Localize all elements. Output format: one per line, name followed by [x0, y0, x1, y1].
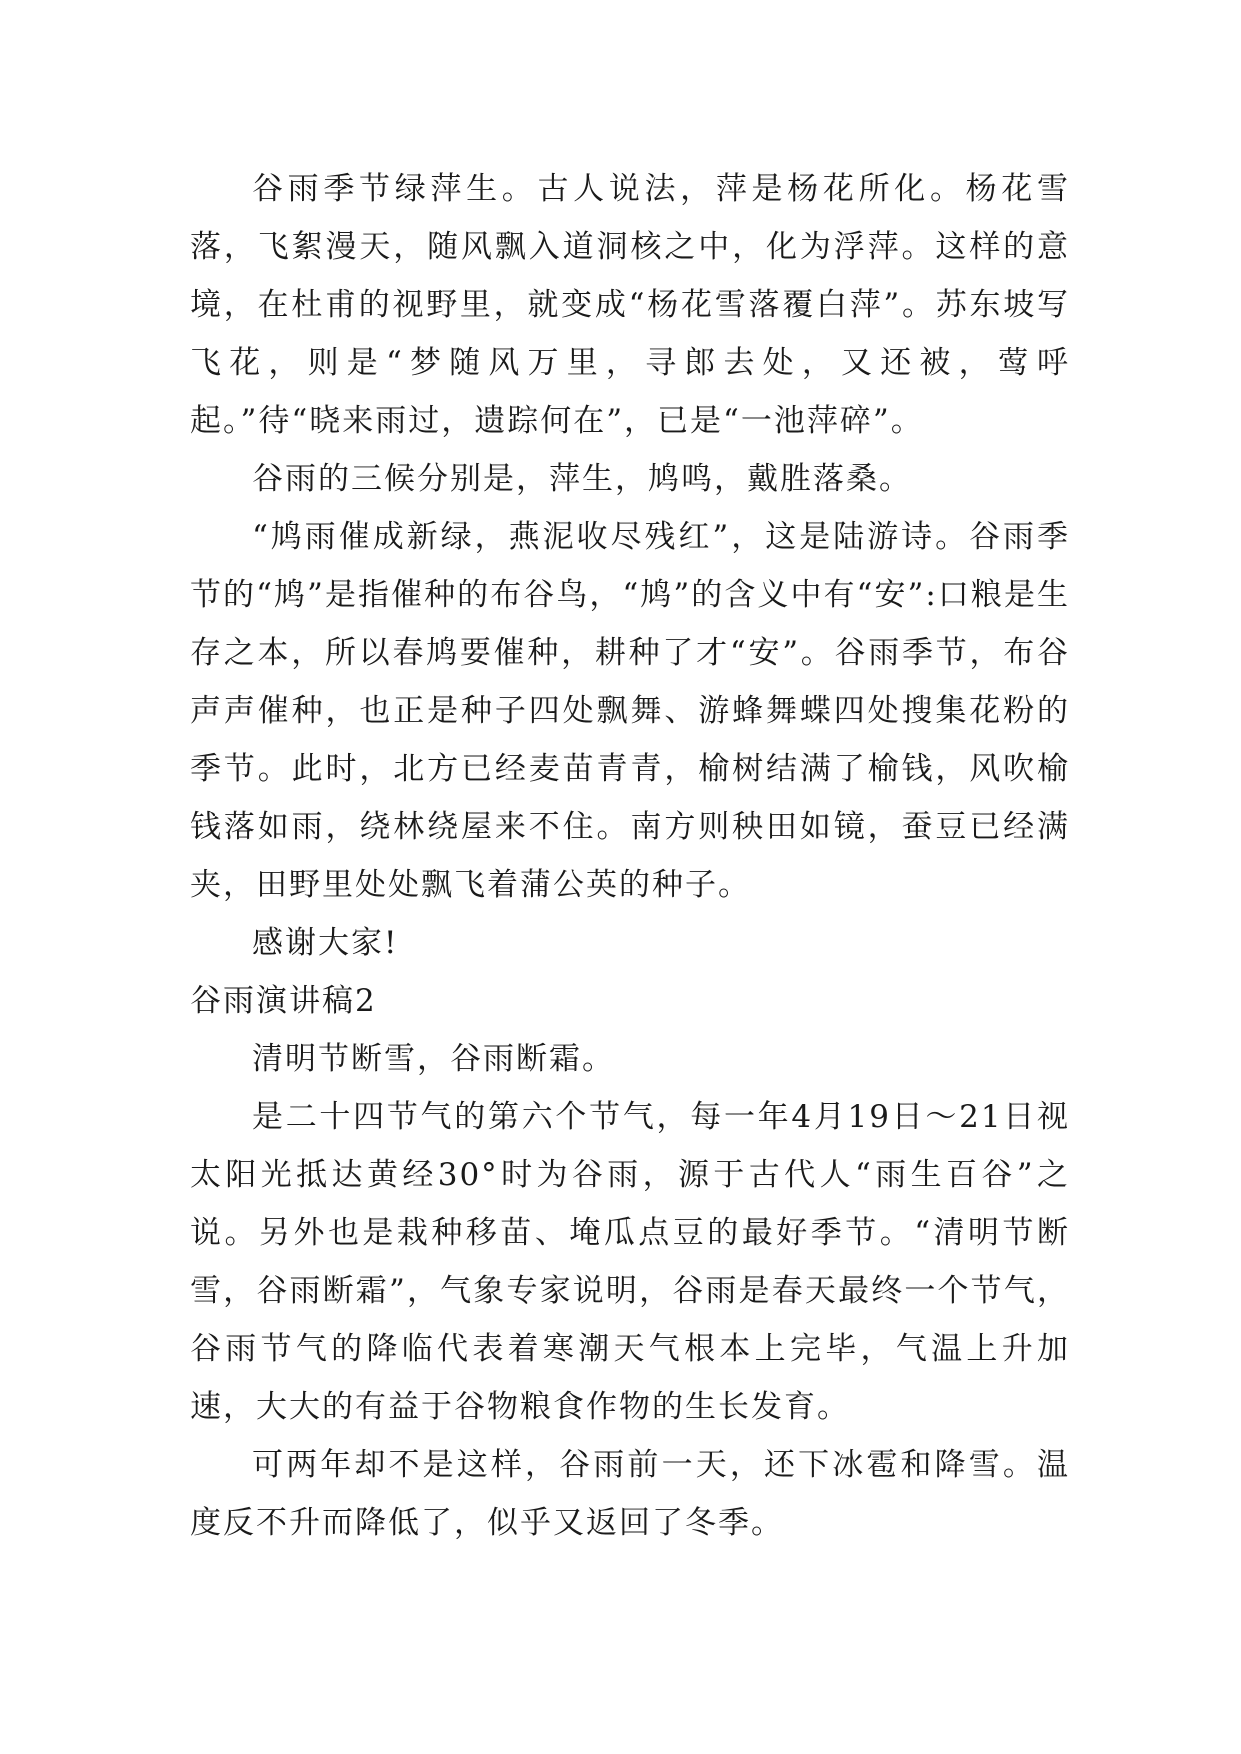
- paragraph-weather: 可两年却不是这样，谷雨前一天，还下冰雹和降雪。温度反不升而降低了，似乎又返回了冬季。: [190, 1447, 1070, 1541]
- paragraph-three-phases: 谷雨的三候分别是，萍生，鸠鸣，戴胜落桑。: [252, 461, 912, 497]
- paragraph-saying: 清明节断雪，谷雨断霜。: [252, 1041, 615, 1077]
- paragraph-cuckoo: “鸠雨催成新绿，燕泥收尽残红”，这是陆游诗。谷雨季节的“鸠”是指催种的布谷鸟，“鸠”的含义中有“安”:口粮是生存之本，所以春鸠要催种，耕种了才“安”。谷雨季节，布谷声声催种，也正是种子四处飘舞、游蜂舞蝶四处搜集花粉的季节。此时，北方已经麦苗青青，榆树结满了榆钱，风吹榆钱落如雨，绕林绕屋来不住。南方则秧田如镜，蚕豆已经满夹，田野里处处飘飞着蒲公英的种子。: [190, 519, 1070, 903]
- paragraph-thanks: 感谢大家!: [252, 925, 399, 961]
- paragraph-solar-term: 是二十四节气的第六个节气，每一年4月19日～21日视太阳光抵达黄经30°时为谷雨，源于古代人“雨生百谷”之说。另外也是栽种移苗、埯瓜点豆的最好季节。“清明节断雪，谷雨断霜”，气象专家说明，谷雨是春天最终一个节气，谷雨节气的降临代表着寒潮天气根本上完毕，气温上升加速，大大的有益于谷物粮食作物的生长发育。: [190, 1099, 1070, 1425]
- section-heading: 谷雨演讲稿2: [190, 983, 377, 1019]
- document-body: [190, 160, 1070, 1552]
- paragraph-duckweed: 谷雨季节绿萍生。古人说法，萍是杨花所化。杨花雪落，飞絮漫天，随风飘入道洞核之中，化为浮萍。这样的意境，在杜甫的视野里，就变成“杨花雪落覆白萍”。苏东坡写飞花，则是“梦随风万里，寻郎去处，又还被，莺呼起。”待“晓来雨过，遗踪何在”，已是“一池萍碎”。: [190, 171, 1070, 439]
